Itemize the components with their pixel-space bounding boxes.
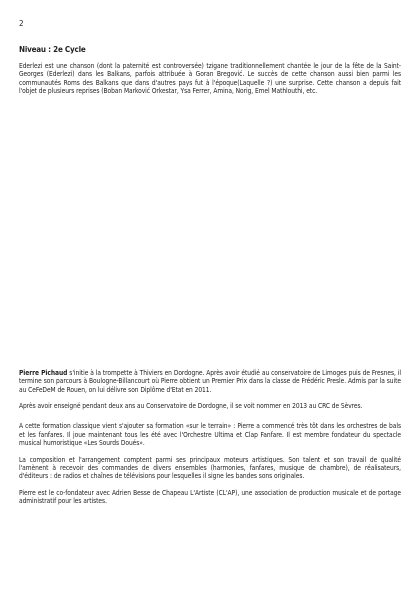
bio-teaching-paragraph: Après avoir enseigné pendant deux ans au Conservatoire de Dordogne, il se voit nommer en 2013 au CRC de Sèvres. <box>19 402 363 411</box>
bio-terrain-paragraph: A cette formation classique vient s'ajouter sa formation «sur le terrain» : Pierre a commencé très tôt dans les orchestres de bals et les fanfares. Il joue maintenant tous les été avec l'Orchestre Ultima et Clap Fanfare. Il est membre fondateur du spectacle musical humoristique «Les Sourds Doués». <box>19 422 401 448</box>
page-number: 2 <box>19 19 24 28</box>
bio-founder-paragraph: Pierre est le co-fondateur avec Adrien Besse de Chapeau L'Artiste (CL'AP), une association de production musicale et de portage administratif pour les artistes. <box>19 488 401 506</box>
bio-name: Pierre Pichaud <box>19 369 68 377</box>
bio-intro-text: s'initie à la trompette à Thiviers en Dordogne. Après avoir étudié au conservatoire de Limoges puis de Fresnes, il termine son parcours à Boulogne-Billancourt où Pierre obtient un Premier Prix dans la classe de Frédéric Presle. Admis par la suite au CeFeDeM de Rouen, on lui délivre son Diplôme d'Etat en 2011. <box>19 369 401 394</box>
bio-composition-paragraph: La composition et l'arrangement comptent parmi ses principaux moteurs artistiques. Son talent et son travail de qualité l'amènent à recevoir des commandes de divers ensembles (harmonies, fanfares, musique de chambre), de réalisateurs, d'éditeurs : de radios et chaînes de télévisions pour lesquelles il signe les bandes sons originales. <box>19 455 401 481</box>
bio-intro-paragraph <box>19 369 401 394</box>
biography-section <box>19 369 401 514</box>
ederlezi-paragraph: Ederlezi est une chanson (dont la paternité est controversée) tzigane traditionnellement chantée le jour de la fête de la Saint-Georges (Ederlezi) dans les Balkans, parfois attribuée à Goran Bregović. Le succès de cette chanson aussi bien parmi les communautés Roms des Balkans que dans d'autres pays fut à l'époque(Laquelle ?) une surprise. Cette chanson a depuis fait l'objet de plusieurs reprises (Boban Marković Orkestar, Ysa Ferrer, Amina, Norig, Emel Mathlouthi, etc. <box>19 62 401 95</box>
level-heading: Niveau : 2e Cycle <box>19 45 86 54</box>
